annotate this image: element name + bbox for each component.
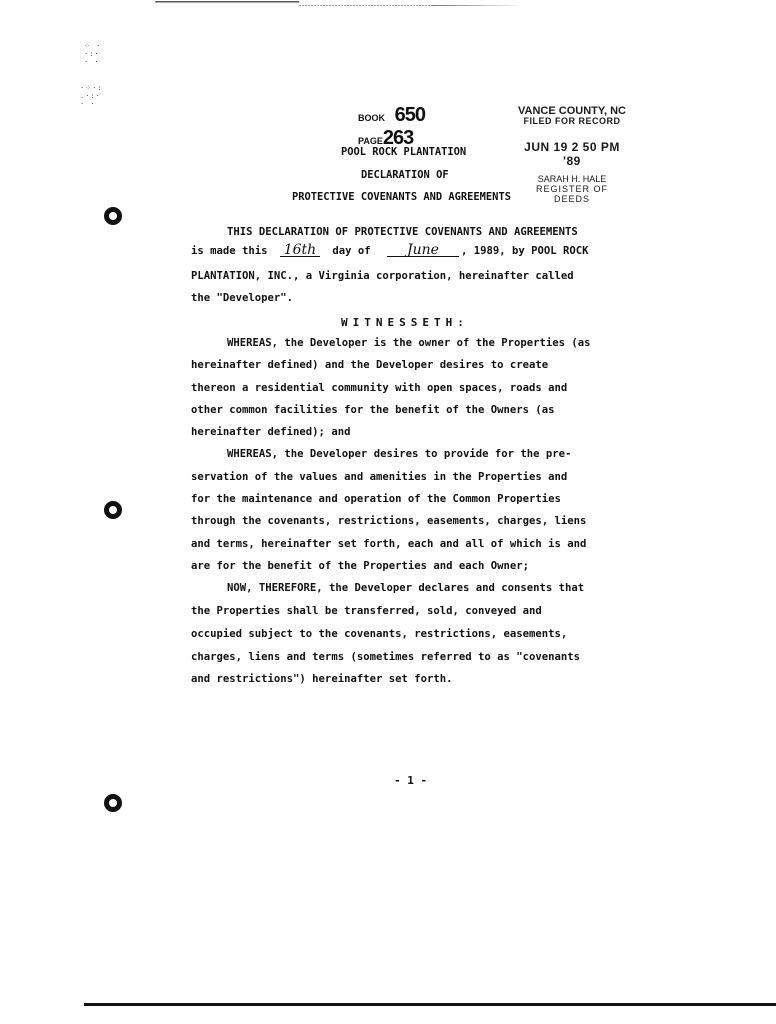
stamp-register-title: REGISTER OF DEEDS bbox=[535, 184, 608, 204]
stamp-county: VANCE COUNTY, NC bbox=[518, 105, 626, 117]
intro-line-1: THIS DECLARATION OF PROTECTIVE COVENANTS AND AGREEMENTS bbox=[227, 226, 578, 238]
whereas1-line: hereinafter defined); and bbox=[191, 426, 351, 438]
whereas2-line: for the maintenance and operation of the Common Properties bbox=[191, 493, 561, 505]
bottom-edge-scan-line bbox=[84, 1003, 776, 1006]
book-page-reference bbox=[358, 104, 478, 149]
whereas2-line: are for the benefit of the Properties and each Owner; bbox=[191, 560, 530, 572]
top-edge-scan-line bbox=[0, 0, 776, 6]
therefore-line: the Properties shall be transferred, sold, conveyed and bbox=[191, 605, 542, 617]
handwritten-month: June bbox=[387, 244, 459, 257]
witnesseth-heading: WITNESSETH: bbox=[341, 316, 469, 329]
whereas2-line: WHEREAS, the Developer desires to provide for the pre- bbox=[227, 448, 572, 460]
heading-line-3: PROTECTIVE COVENANTS AND AGREEMENTS bbox=[292, 191, 511, 203]
intro-line-2-b: day of bbox=[332, 245, 371, 257]
scan-specks: ·⁘·: .·:· · · bbox=[80, 84, 103, 108]
stamp-register-name: SARAH H. HALE bbox=[537, 174, 607, 184]
stamp-date: JUN 19 2 50 PM '89 bbox=[524, 140, 620, 168]
intro-line-2 bbox=[191, 244, 621, 257]
whereas1-line: other common facilities for the benefit of the Owners (as bbox=[191, 404, 555, 416]
page-number-ref: 263 bbox=[382, 127, 414, 149]
punch-hole-bottom bbox=[104, 794, 122, 812]
therefore-line: charges, liens and terms (sometimes referred to as "covenants bbox=[191, 651, 581, 663]
whereas1-line: hereinafter defined) and the Developer desires to create bbox=[191, 359, 549, 371]
therefore-line: and restrictions") hereinafter set forth. bbox=[191, 673, 453, 685]
handwritten-day: 16th bbox=[280, 244, 320, 257]
punch-hole-top bbox=[104, 207, 122, 225]
whereas2-line: and terms, hereinafter set forth, each and all of which is and bbox=[191, 538, 587, 550]
page-number: - 1 - bbox=[394, 774, 428, 787]
whereas1-line: thereon a residential community with open spaces, roads and bbox=[191, 382, 568, 394]
book-number: 650 bbox=[394, 104, 426, 126]
punch-hole-middle bbox=[104, 501, 122, 519]
whereas1-line: WHEREAS, the Developer is the owner of the Properties (as bbox=[227, 337, 591, 349]
stamp-filed: FILED FOR RECORD bbox=[523, 116, 621, 126]
page-label: PAGE bbox=[358, 136, 383, 146]
intro-line-4: the "Developer". bbox=[191, 292, 294, 304]
recording-stamp bbox=[517, 106, 627, 204]
intro-line-2-c: , 1989, by POOL ROCK bbox=[461, 245, 589, 257]
scan-specks: ⁘ · ·:· · · bbox=[84, 42, 102, 66]
whereas2-line: through the covenants, restrictions, easements, charges, liens bbox=[191, 515, 587, 527]
book-label: BOOK bbox=[358, 113, 385, 123]
therefore-line: NOW, THEREFORE, the Developer declares and consents that bbox=[227, 582, 585, 594]
whereas2-line: servation of the values and amenities in the Properties and bbox=[191, 471, 568, 483]
heading-line-2: DECLARATION OF bbox=[361, 169, 449, 181]
intro-line-3: PLANTATION, INC., a Virginia corporation, hereinafter called bbox=[191, 270, 574, 282]
intro-line-2-a: is made this bbox=[191, 245, 268, 257]
heading-line-1: POOL ROCK PLANTATION bbox=[341, 146, 467, 158]
therefore-line: occupied subject to the covenants, restrictions, easements, bbox=[191, 628, 568, 640]
